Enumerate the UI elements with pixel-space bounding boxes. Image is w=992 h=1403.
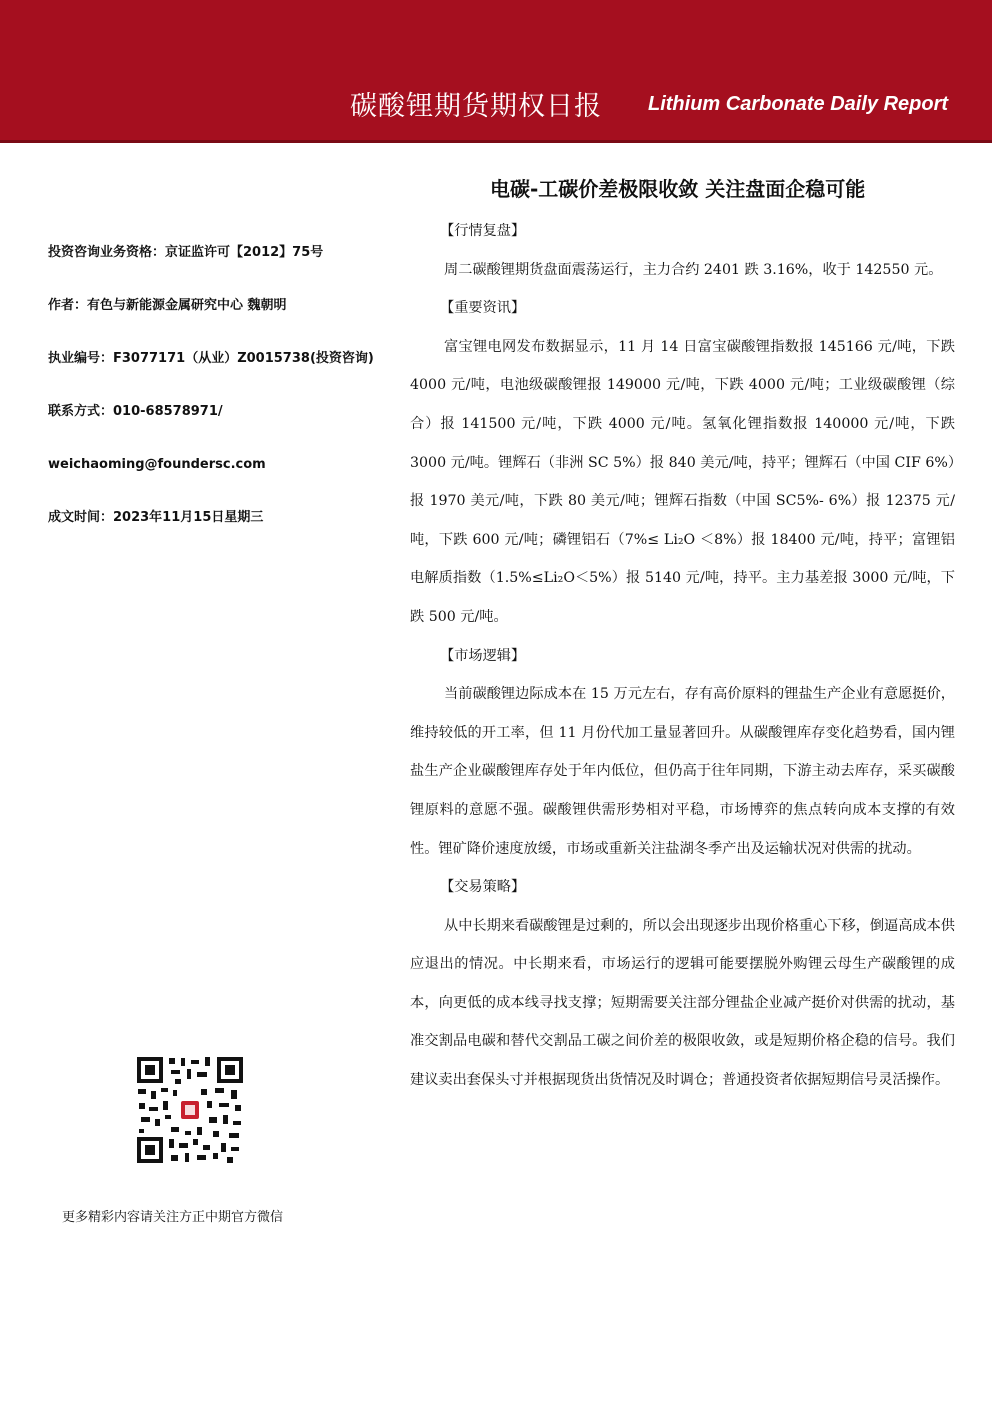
section-heading-trading-strategy: 【交易策略】 <box>440 879 526 896</box>
report-body <box>410 212 955 1100</box>
author-line: 作者：有色与新能源金属研究中心 魏朝明 <box>48 298 287 313</box>
license-line: 执业编号：F3077171（从业）Z0015738(投资咨询) <box>48 351 374 366</box>
section-heading-market-review: 【行情复盘】 <box>440 223 526 239</box>
section-body-market-logic: 当前碳酸锂边际成本在 15 万元左右，存有高价原料的锂盐生产企业有意愿挺价，维持较低的开工率，但 11 月份代加工量显著回升。从碳酸锂库存变化趋势看，国内锂盐生产企业碳酸锂库存处于年内低位，但仍高于往年同期，下游主动去库存，采买碳酸锂原料的意愿不强。碳酸锂供需形势相对平稳，市场博弈的焦点转向成本支撑的有效性。锂矿降价速度放缓，市场或重新关注盐湖冬季产出及运输状况对供需的扰动。 <box>410 686 955 857</box>
report-series-title: 碳酸锂期货期权日报 <box>350 91 602 122</box>
qr-code-icon <box>135 1055 245 1165</box>
section-body-key-news: 富宝锂电网发布数据显示，11 月 14 日富宝碳酸锂指数报 145166 元/吨，下跌 4000 元/吨，电池级碳酸锂报 149000 元/吨，下跌 4000 元/吨；工业级碳酸锂（综合）报 141500 元/吨，下跌 4000 元/吨。氢氧化锂指数报 140000 元/吨，下跌 3000 元/吨。锂辉石（非洲 SC 5%）报 840 美元/吨，持平；锂辉石（中国 CIF 6%）报 1970 美元/吨，下跌 80 美元/吨；锂辉石指数（中国 SC5%- 6%）报 12375 元/吨，下跌 600 元/吨；磷锂铝石（7%≤ Li₂O ＜8%）报 18400 元/吨，持平；富锂铝电解质指数（1.5%≤Li₂O＜5%）报 5140 元/吨，持平。主力基差报 3000 元/吨，下跌 500 元/吨。 <box>410 338 955 625</box>
section-body-trading-strategy: 从中长期来看碳酸锂是过剩的，所以会出现逐步出现价格重心下移，倒逼高成本供应退出的情况。中长期来看，市场运行的逻辑可能要摆脱外购锂云母生产碳酸锂的成本，向更低的成本线寻找支撑；短期需要关注部分锂盐企业减产挺价对供需的扰动，基准交割品电碳和替代交割品工碳之间价差的极限收敛，或是短期价格企稳的信号。我们建议卖出套保头寸并根据现货出货情况及时调仓；普通投资者依据短期信号灵活操作。 <box>410 917 955 1089</box>
qr-caption: 更多精彩内容请关注方正中期官方微信 <box>62 1210 284 1225</box>
contact-line: 联系方式：010-68578971/ <box>48 404 223 419</box>
report-series-title-en: Lithium Carbonate Daily Report <box>648 93 949 115</box>
author-info <box>48 244 408 562</box>
email-line: weichaoming@foundersc.com <box>48 457 266 472</box>
section-body-market-review: 周二碳酸锂期货盘面震荡运行，主力合约 2401 跌 3.16%，收于 142550 元。 <box>444 261 943 278</box>
section-heading-key-news: 【重要资讯】 <box>440 300 526 317</box>
page-title: 电碳-工碳价差极限收敛 关注盘面企稳可能 <box>490 177 866 201</box>
header-banner <box>0 0 992 143</box>
qualification-line: 投资咨询业务资格：京证监许可【2012】75号 <box>48 245 324 260</box>
section-heading-market-logic: 【市场逻辑】 <box>440 647 526 664</box>
date-line: 成文时间：2023年11月15日星期三 <box>48 510 264 525</box>
